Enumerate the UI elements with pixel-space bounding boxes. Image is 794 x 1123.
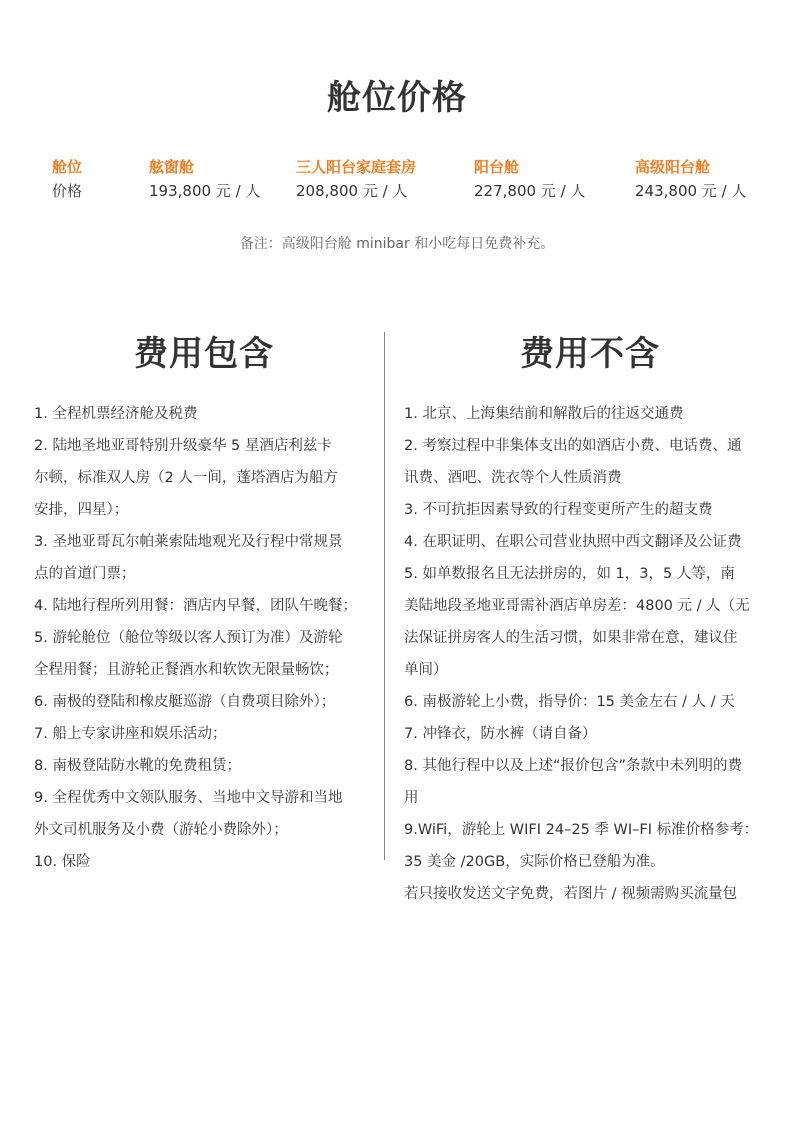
included-section xyxy=(34,326,374,878)
price-column-porthole xyxy=(149,156,260,202)
list-item: 3. 圣地亚哥瓦尔帕莱索陆地观光及行程中常规景 xyxy=(34,534,343,550)
list-item: 9. 全程优秀中文领队服务、当地中文导游和当地 xyxy=(34,790,343,806)
list-item: 3. 不可抗拒因素导致的行程变更所产生的超支费 xyxy=(404,502,713,518)
price-header: 三人阳台家庭套房 xyxy=(296,158,417,176)
excluded-list xyxy=(404,398,776,910)
price-value: 193,800 元 / 人 xyxy=(149,182,261,200)
pricing-note: 备注：高级阳台舱 minibar 和小吃每日免费补充。 xyxy=(239,236,555,252)
list-item: 6. 南极游轮上小费，指导价：15 美金左右 / 人 / 天 xyxy=(404,694,735,710)
excluded-title: 费用不含 xyxy=(520,334,660,374)
list-item: 全程用餐；且游轮正餐酒水和软饮无限量畅饮； xyxy=(34,662,339,678)
column-divider xyxy=(384,332,385,860)
price-column-superior-balcony xyxy=(635,156,746,202)
list-item: 8. 其他行程中以及上述“报价包含”条款中未列明的费 xyxy=(404,758,742,774)
included-title: 费用包含 xyxy=(134,334,274,374)
list-item: 7. 冲锋衣，防水裤（请自备） xyxy=(404,726,597,742)
excluded-section xyxy=(404,326,776,910)
price-column-balcony xyxy=(474,156,585,202)
price-header: 舷窗舱 xyxy=(149,158,195,176)
list-item: 用 xyxy=(404,790,419,806)
list-item: 35 美金 /20GB，实际价格已登船为准。 xyxy=(404,854,665,870)
list-item: 法保证拼房客人的生活习惯，如果非常在意，建议住 xyxy=(404,630,738,646)
list-item: 6. 南极的登陆和橡皮艇巡游（自费项目除外）； xyxy=(34,694,336,710)
list-item: 讯费、酒吧、洗衣等个人性质消费 xyxy=(404,470,622,486)
list-item: 美陆地段圣地亚哥需补酒店单房差：4800 元 / 人（无 xyxy=(404,598,750,614)
list-item: 4. 陆地行程所列用餐：酒店内早餐，团队午晚餐； xyxy=(34,598,357,614)
price-column-family-suite xyxy=(296,156,416,202)
list-item: 4. 在职证明、在职公司营业执照中西文翻译及公证费 xyxy=(404,534,742,550)
price-header: 舱位 xyxy=(52,158,83,176)
price-header: 阳台舱 xyxy=(474,158,520,176)
list-item: 2. 考察过程中非集体支出的如酒店小费、电话费、通 xyxy=(404,438,742,454)
list-item: 尔顿，标准双人房（2 人一间，蓬塔酒店为船方 xyxy=(34,470,338,486)
list-item: 5. 如单数报名且无法拼房的，如 1，3，5 人等，南 xyxy=(404,566,735,582)
price-value: 208,800 元 / 人 xyxy=(296,182,408,200)
list-item: 单间） xyxy=(404,662,448,678)
list-item: 7. 船上专家讲座和娱乐活动； xyxy=(34,726,227,742)
included-list xyxy=(34,398,374,878)
list-item: 8. 南极登陆防水靴的免费租赁； xyxy=(34,758,241,774)
list-item: 2. 陆地圣地亚哥特别升级豪华 5 星酒店利兹卡 xyxy=(34,438,332,454)
list-item: 1. 全程机票经济舱及税费 xyxy=(34,406,198,422)
list-item: 5. 游轮舱位（舱位等级以客人预订为准）及游轮 xyxy=(34,630,343,646)
price-header: 高级阳台舱 xyxy=(635,158,711,176)
list-item: 若只接收发送文字免费，若图片 / 视频需购买流量包 xyxy=(404,886,738,902)
list-item: 点的首道门票； xyxy=(34,566,136,582)
price-value: 价格 xyxy=(52,182,83,200)
list-item: 9.WiFi，游轮上 WIFI 24–25 季 WI–FI 标准价格参考： xyxy=(404,822,759,838)
list-item: 外文司机服务及小费（游轮小费除外）； xyxy=(34,822,288,838)
price-column-label xyxy=(52,156,82,202)
list-item: 安排，四星）； xyxy=(34,502,129,518)
list-item: 1. 北京、上海集结前和解散后的往返交通费 xyxy=(404,406,684,422)
page-title: 舱位价格 xyxy=(327,78,467,118)
list-item: 10. 保险 xyxy=(34,854,91,870)
price-value: 227,800 元 / 人 xyxy=(474,182,586,200)
price-value: 243,800 元 / 人 xyxy=(635,182,747,200)
